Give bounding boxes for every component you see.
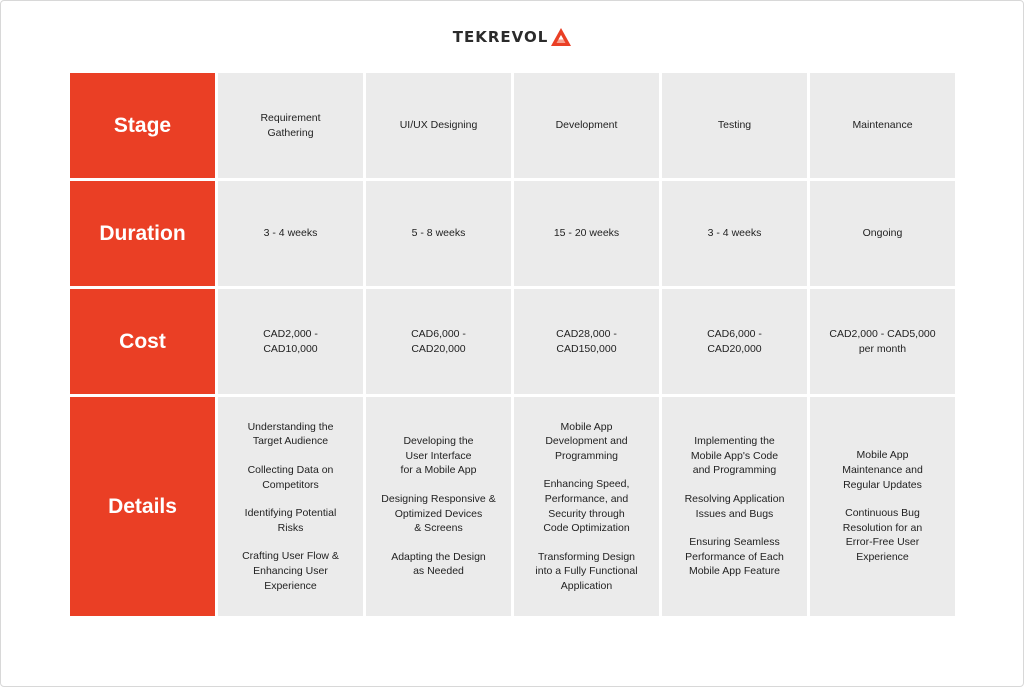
- details-item: Implementing the Mobile App's Code and Programming: [690, 435, 779, 477]
- details-cell: [218, 397, 363, 616]
- stage-value: Development: [555, 119, 618, 132]
- duration-cell: [218, 181, 363, 286]
- stage-cell: [662, 73, 807, 178]
- duration-cell: [514, 181, 659, 286]
- details-item: Understanding the Target Audience: [247, 420, 334, 448]
- cost-cell: [514, 289, 659, 394]
- stage-cell: [810, 73, 955, 178]
- cost-value: CAD6,000 - CAD20,000: [707, 327, 762, 355]
- cost-cell: [662, 289, 807, 394]
- cost-cell: [810, 289, 955, 394]
- duration-value: 3 - 4 weeks: [263, 227, 318, 240]
- details-cell: [662, 397, 807, 616]
- details-item: Identifying Potential Risks: [244, 507, 337, 534]
- cost-cell: [218, 289, 363, 394]
- details-item: Resolving Application Issues and Bugs: [684, 492, 785, 520]
- details-item: Adapting the Design as Needed: [391, 550, 486, 578]
- row-header-stage: Stage: [70, 73, 215, 178]
- cost-cell: [366, 289, 511, 394]
- stage-value: Testing: [717, 119, 752, 132]
- brand-logo: [0, 28, 1024, 46]
- stage-cell: [366, 73, 511, 178]
- stage-cell: [514, 73, 659, 178]
- duration-value: 3 - 4 weeks: [707, 227, 762, 240]
- details-cell: [514, 397, 659, 616]
- duration-value: 15 - 20 weeks: [553, 227, 620, 240]
- cost-value: CAD28,000 - CAD150,000: [556, 327, 617, 355]
- duration-cell: [662, 181, 807, 286]
- details-item: Developing the User Interface for a Mobile App: [400, 435, 477, 477]
- row-header-cost: Cost: [70, 289, 215, 394]
- duration-cell: [810, 181, 955, 286]
- cost-value: CAD2,000 - CAD10,000: [263, 327, 318, 355]
- cost-value: CAD6,000 - CAD20,000: [411, 327, 466, 355]
- duration-value: 5 - 8 weeks: [411, 227, 466, 240]
- brand-triangle-icon: [551, 28, 571, 46]
- details-cell: [366, 397, 511, 616]
- row-header-duration: Duration: [70, 181, 215, 286]
- stage-value: Requirement Gathering: [260, 111, 321, 139]
- cost-value: CAD2,000 - CAD5,000 per month: [829, 327, 936, 355]
- row-header-details: Details: [70, 397, 215, 616]
- stage-value: Maintenance: [852, 119, 913, 132]
- details-cell: [810, 397, 955, 616]
- details-item: Continuous Bug Resolution for an Error-Free User Experience: [842, 507, 923, 563]
- details-item: Transforming Design into a Fully Functional Application: [535, 550, 638, 592]
- duration-cell: [366, 181, 511, 286]
- cost-table: [70, 73, 955, 616]
- details-item: Mobile App Development and Programming: [545, 420, 628, 462]
- details-item: Collecting Data on Competitors: [247, 464, 334, 491]
- details-item: Ensuring Seamless Performance of Each Mobile App Feature: [685, 536, 784, 578]
- details-item: Enhancing Speed, Performance, and Security through Code Optimization: [543, 478, 630, 535]
- stage-cell: [218, 73, 363, 178]
- details-item: Crafting User Flow & Enhancing User Experience: [242, 550, 339, 592]
- details-item: Mobile App Maintenance and Regular Updates: [842, 449, 923, 491]
- details-item: Designing Responsive & Optimized Devices & Screens: [381, 492, 496, 535]
- brand-logo-text: TEKREVOL: [452, 28, 549, 46]
- stage-value: UI/UX Designing: [399, 119, 478, 132]
- duration-value: Ongoing: [862, 227, 903, 240]
